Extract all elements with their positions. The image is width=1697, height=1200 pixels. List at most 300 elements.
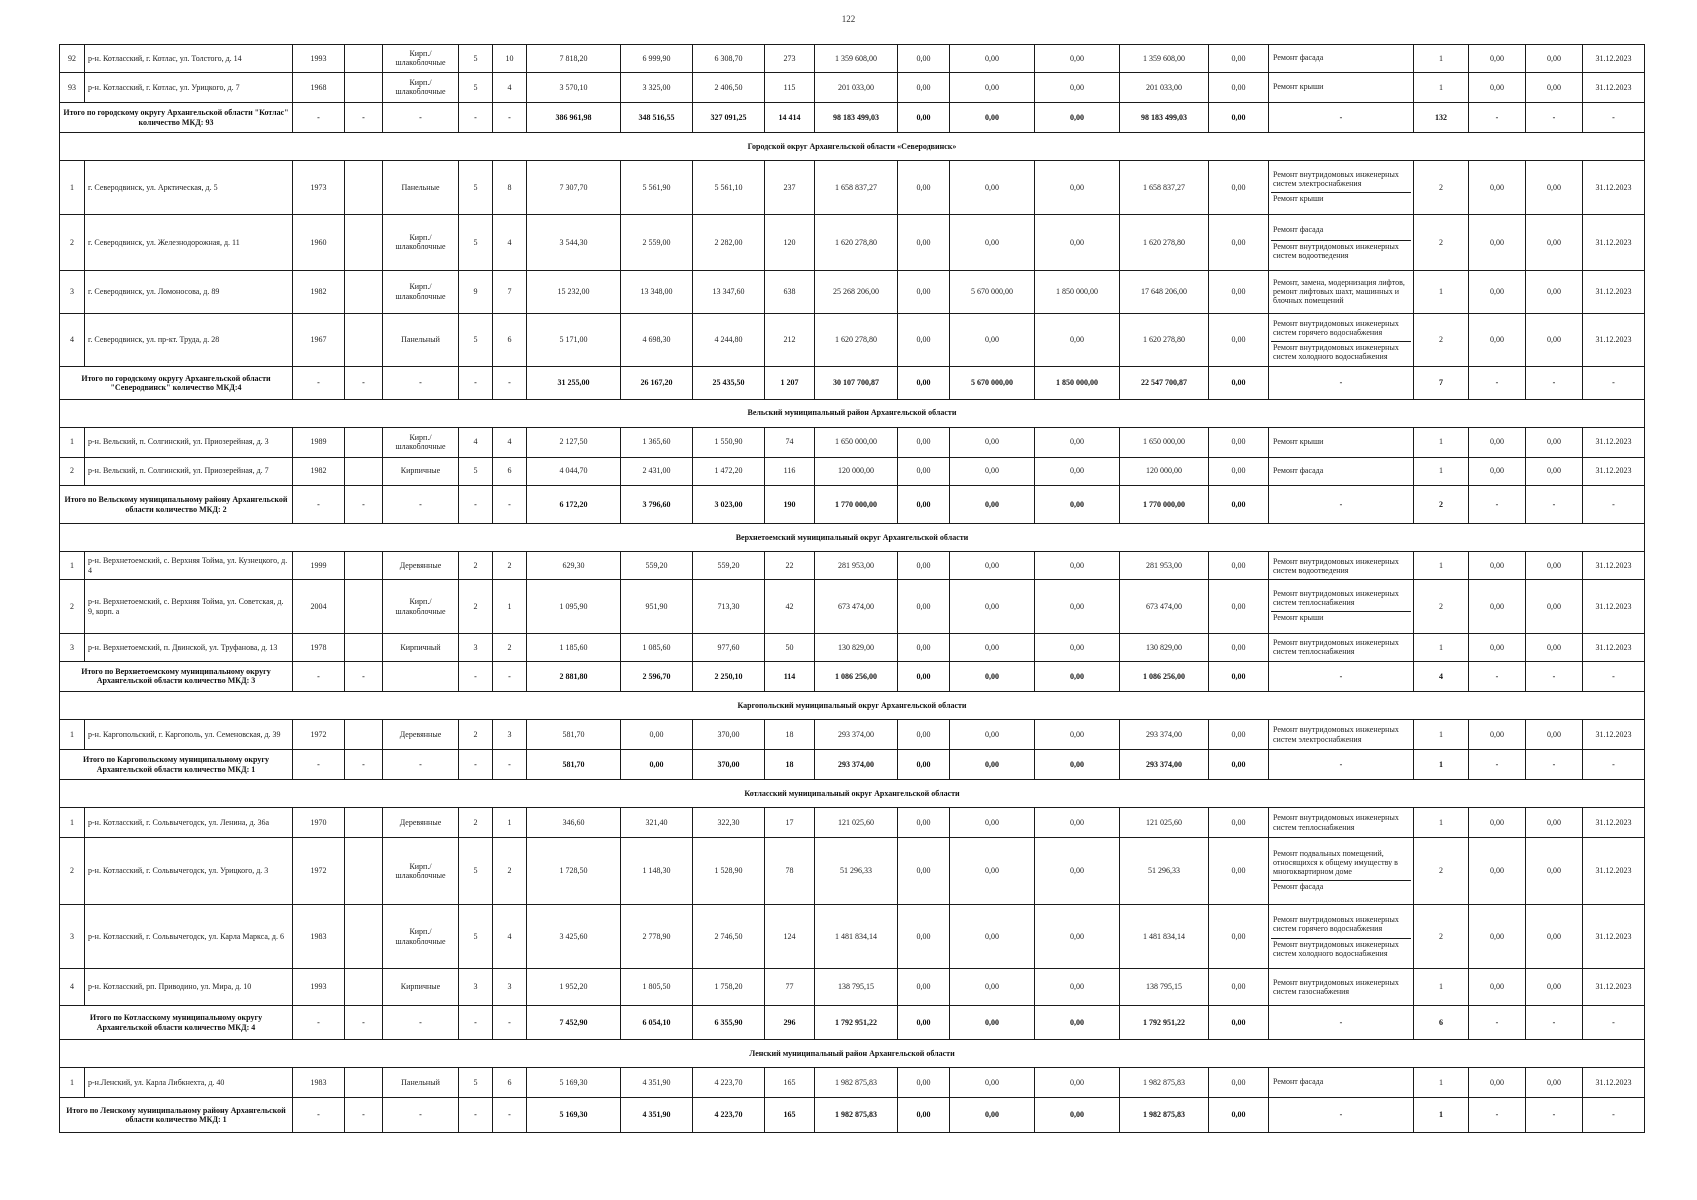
deadline-cell: 31.12.2023 — [1583, 552, 1645, 580]
total-value-cell: 0,00 — [898, 103, 950, 133]
total-row — [60, 367, 1645, 399]
total-area-cell: 5 169,30 — [527, 1068, 621, 1098]
work-type: Ремонт крыши — [1271, 611, 1411, 625]
area-cell: 322,30 — [693, 808, 765, 838]
value-cell: 0,00 — [1469, 552, 1526, 580]
total-dash-cell: - — [383, 367, 459, 399]
deadline-cell: 31.12.2023 — [1583, 313, 1645, 367]
total-dash-cell: - — [459, 485, 493, 524]
table-row — [60, 457, 1645, 485]
year-cell: 1983 — [293, 1068, 345, 1098]
address-cell: г. Северодвинск, ул. Арктическая, д. 5 — [85, 161, 293, 215]
total-value-cell: 25 435,50 — [693, 367, 765, 399]
residents-cell: 78 — [765, 838, 815, 905]
total-value-cell: 0,00 — [1035, 661, 1120, 691]
cost-cell: 281 953,00 — [815, 552, 898, 580]
section-header-row — [60, 692, 1645, 720]
wall-material-cell: Кирпичные — [383, 969, 459, 1006]
value-cell: 0,00 — [1526, 270, 1583, 313]
funding-cell: 0,00 — [1209, 270, 1269, 313]
cost-cell: 1 658 837,27 — [815, 161, 898, 215]
total-dash-cell: - — [459, 661, 493, 691]
entrances-cell: 2 — [493, 838, 527, 905]
works-cell — [1269, 270, 1414, 313]
total-dash-cell: - — [1526, 1005, 1583, 1039]
year-cell: 1982 — [293, 270, 345, 313]
cost-cell: 130 829,00 — [815, 634, 898, 662]
section-header-row — [60, 133, 1645, 161]
row-number: 1 — [60, 161, 85, 215]
total-dash-cell: - — [1583, 661, 1645, 691]
work-type: Ремонт внутридомовых инженерных систем электроснабжения — [1273, 169, 1399, 188]
total-dash-cell: - — [1469, 661, 1526, 691]
works-cell — [1269, 552, 1414, 580]
total-area-cell: 2 127,50 — [527, 427, 621, 457]
residents-cell: 74 — [765, 427, 815, 457]
area-cell: 977,60 — [693, 634, 765, 662]
total-value-cell: 2 250,10 — [693, 661, 765, 691]
funding-cell: 0,00 — [1035, 634, 1120, 662]
funding-cell: 293 374,00 — [1120, 719, 1209, 749]
funding-cell: 1 620 278,80 — [1120, 214, 1209, 270]
total-value-cell: 370,00 — [693, 750, 765, 780]
total-value-cell: 190 — [765, 485, 815, 524]
total-work-count: 7 — [1414, 367, 1469, 399]
area-cell: 713,30 — [693, 580, 765, 634]
work-type: Ремонт внутридомовых инженерных систем горячего водоснабжения — [1273, 318, 1399, 337]
empty-cell — [345, 214, 383, 270]
total-value-cell: 0,00 — [898, 1005, 950, 1039]
work-count-cell: 2 — [1414, 161, 1469, 215]
total-value-cell: 386 961,98 — [527, 103, 621, 133]
work-count-cell: 1 — [1414, 1068, 1469, 1098]
value-cell: 0,00 — [1469, 580, 1526, 634]
funding-cell: 1 982 875,83 — [1120, 1068, 1209, 1098]
total-value-cell: 6 054,10 — [621, 1005, 693, 1039]
total-dash-cell: - — [493, 367, 527, 399]
total-value-cell: 0,00 — [1209, 1005, 1269, 1039]
total-area-cell: 629,30 — [527, 552, 621, 580]
floors-cell: 2 — [459, 552, 493, 580]
residents-cell: 212 — [765, 313, 815, 367]
table-row — [60, 1068, 1645, 1098]
value-cell: 0,00 — [1526, 634, 1583, 662]
wall-material-cell: Деревянные — [383, 719, 459, 749]
total-value-cell: 1 792 951,22 — [1120, 1005, 1209, 1039]
address-cell: р-н. Каргопольский, г. Каргополь, ул. Семеновская, д. 39 — [85, 719, 293, 749]
funding-cell: 1 658 837,27 — [1120, 161, 1209, 215]
section-title: Котласский муниципальный округ Архангельской области — [60, 780, 1645, 808]
work-type: Ремонт фасада — [1273, 224, 1324, 234]
table-row — [60, 719, 1645, 749]
total-value-cell: 0,00 — [1209, 750, 1269, 780]
total-work-count: 4 — [1414, 661, 1469, 691]
total-dash-cell: - — [1269, 750, 1414, 780]
total-value-cell: 0,00 — [1209, 485, 1269, 524]
work-type: Ремонт внутридомовых инженерных систем теплоснабжения — [1273, 588, 1399, 608]
total-dash-cell: - — [1469, 1005, 1526, 1039]
funding-cell: 0,00 — [1035, 838, 1120, 905]
works-cell — [1269, 969, 1414, 1006]
area-cell: 559,20 — [621, 552, 693, 580]
value-cell: 0,00 — [1526, 969, 1583, 1006]
works-cell — [1269, 719, 1414, 749]
funding-cell: 0,00 — [1035, 72, 1120, 102]
entrances-cell: 10 — [493, 45, 527, 73]
value-cell: 0,00 — [1526, 161, 1583, 215]
entrances-cell: 2 — [493, 552, 527, 580]
funding-cell: 0,00 — [950, 634, 1035, 662]
area-cell: 6 308,70 — [693, 45, 765, 73]
row-number: 1 — [60, 552, 85, 580]
wall-material-cell: Кирп./ шлакоблочные — [383, 427, 459, 457]
total-work-count: 1 — [1414, 750, 1469, 780]
funding-cell: 0,00 — [1035, 427, 1120, 457]
funding-cell: 0,00 — [898, 552, 950, 580]
funding-cell: 0,00 — [898, 969, 950, 1006]
total-value-cell: 293 374,00 — [815, 750, 898, 780]
wall-material-cell: Кирп./ шлакоблочные — [383, 904, 459, 969]
total-value-cell: 2 881,80 — [527, 661, 621, 691]
wall-material-cell: Кирп./ шлакоблочные — [383, 580, 459, 634]
area-cell: 1 085,60 — [621, 634, 693, 662]
area-cell: 1 365,60 — [621, 427, 693, 457]
funding-cell: 0,00 — [1209, 214, 1269, 270]
value-cell: 0,00 — [1469, 969, 1526, 1006]
table-row — [60, 969, 1645, 1006]
total-dash-cell: - — [345, 1005, 383, 1039]
total-dash-cell: - — [383, 1005, 459, 1039]
floors-cell: 3 — [459, 634, 493, 662]
entrances-cell: 3 — [493, 969, 527, 1006]
funding-cell: 5 670 000,00 — [950, 270, 1035, 313]
work-count-cell: 1 — [1414, 969, 1469, 1006]
deadline-cell: 31.12.2023 — [1583, 45, 1645, 73]
total-value-cell: 348 516,55 — [621, 103, 693, 133]
total-area-cell: 1 952,20 — [527, 969, 621, 1006]
work-count-cell: 2 — [1414, 214, 1469, 270]
total-dash-cell: - — [1583, 103, 1645, 133]
work-type: Ремонт крыши — [1273, 81, 1324, 91]
floors-cell: 5 — [459, 161, 493, 215]
table-row — [60, 552, 1645, 580]
table-row — [60, 808, 1645, 838]
funding-cell: 0,00 — [1035, 904, 1120, 969]
total-value-cell: 1 982 875,83 — [815, 1098, 898, 1133]
area-cell: 1 550,90 — [693, 427, 765, 457]
address-cell: г. Северодвинск, ул. пр-кт. Труда, д. 28 — [85, 313, 293, 367]
value-cell: 0,00 — [1526, 838, 1583, 905]
funding-cell: 0,00 — [950, 838, 1035, 905]
total-value-cell: 30 107 700,87 — [815, 367, 898, 399]
total-dash-cell: - — [1469, 1098, 1526, 1133]
residents-cell: 18 — [765, 719, 815, 749]
total-value-cell: 1 086 256,00 — [815, 661, 898, 691]
row-number: 92 — [60, 45, 85, 73]
total-value-cell: 0,00 — [950, 1005, 1035, 1039]
row-number: 1 — [60, 427, 85, 457]
total-dash-cell: - — [1526, 661, 1583, 691]
total-area-cell: 3 570,10 — [527, 72, 621, 102]
floors-cell: 3 — [459, 969, 493, 1006]
funding-cell: 0,00 — [898, 45, 950, 73]
funding-cell: 0,00 — [1035, 580, 1120, 634]
total-dash-cell: - — [459, 1005, 493, 1039]
total-dash-cell: - — [1526, 485, 1583, 524]
funding-cell: 0,00 — [1035, 552, 1120, 580]
deadline-cell: 31.12.2023 — [1583, 214, 1645, 270]
work-count-cell: 1 — [1414, 552, 1469, 580]
year-cell: 1993 — [293, 45, 345, 73]
funding-cell: 0,00 — [898, 904, 950, 969]
total-dash-cell: - — [493, 1098, 527, 1133]
works-cell — [1269, 580, 1414, 634]
funding-cell: 0,00 — [1209, 313, 1269, 367]
entrances-cell: 4 — [493, 904, 527, 969]
funding-cell: 0,00 — [1035, 808, 1120, 838]
residents-cell: 165 — [765, 1068, 815, 1098]
row-number: 2 — [60, 457, 85, 485]
funding-cell: 0,00 — [1209, 457, 1269, 485]
cost-cell: 51 296,33 — [815, 838, 898, 905]
total-value-cell: 0,00 — [898, 661, 950, 691]
total-label: Итого по Каргопольскому муниципальному округу Архангельской области количество МКД: 1 — [60, 750, 293, 780]
residents-cell: 22 — [765, 552, 815, 580]
funding-cell: 0,00 — [1035, 1068, 1120, 1098]
funding-cell: 0,00 — [950, 969, 1035, 1006]
value-cell: 0,00 — [1526, 552, 1583, 580]
total-value-cell: 1 850 000,00 — [1035, 367, 1120, 399]
total-value-cell: 0,00 — [1209, 661, 1269, 691]
total-dash-cell: - — [293, 661, 345, 691]
empty-cell — [345, 1068, 383, 1098]
total-dash-cell: - — [459, 367, 493, 399]
total-row — [60, 1005, 1645, 1039]
address-cell: р-н. Вельский, п. Солгинский, ул. Приозерейная, д. 7 — [85, 457, 293, 485]
funding-cell: 0,00 — [950, 552, 1035, 580]
work-type: Ремонт внутридомовых инженерных систем водоотведения — [1271, 240, 1411, 261]
empty-cell — [345, 270, 383, 313]
work-type: Ремонт внутридомовых инженерных систем холодного водоснабжения — [1271, 341, 1411, 362]
area-cell: 2 559,00 — [621, 214, 693, 270]
total-value-cell: 1 086 256,00 — [1120, 661, 1209, 691]
entrances-cell: 6 — [493, 1068, 527, 1098]
total-row — [60, 750, 1645, 780]
empty-cell — [345, 808, 383, 838]
funding-cell: 0,00 — [1209, 552, 1269, 580]
section-header-row — [60, 1040, 1645, 1068]
address-cell: г. Северодвинск, ул. Ломоносова, д. 89 — [85, 270, 293, 313]
work-count-cell: 1 — [1414, 45, 1469, 73]
work-count-cell: 1 — [1414, 72, 1469, 102]
deadline-cell: 31.12.2023 — [1583, 72, 1645, 102]
year-cell: 1989 — [293, 427, 345, 457]
page-number: 122 — [841, 14, 856, 24]
year-cell: 1970 — [293, 808, 345, 838]
table-row — [60, 270, 1645, 313]
funding-cell: 0,00 — [1209, 427, 1269, 457]
total-value-cell: 1 770 000,00 — [1120, 485, 1209, 524]
empty-cell — [345, 552, 383, 580]
wall-material-cell: Панельный — [383, 313, 459, 367]
wall-material-cell: Кирп./ шлакоблочные — [383, 838, 459, 905]
total-dash-cell: - — [1526, 367, 1583, 399]
area-cell: 1 758,20 — [693, 969, 765, 1006]
total-dash-cell: - — [1526, 103, 1583, 133]
total-dash-cell: - — [493, 1005, 527, 1039]
area-cell: 2 282,00 — [693, 214, 765, 270]
total-dash-cell: - — [383, 1098, 459, 1133]
cost-cell: 293 374,00 — [815, 719, 898, 749]
total-dash-cell: - — [345, 485, 383, 524]
work-type: Ремонт внутридомовых инженерных систем горячего водоснабжения — [1273, 915, 1399, 934]
total-area-cell: 5 171,00 — [527, 313, 621, 367]
total-value-cell: 3 023,00 — [693, 485, 765, 524]
wall-material-cell: Кирп./ шлакоблочные — [383, 72, 459, 102]
funding-cell: 121 025,60 — [1120, 808, 1209, 838]
funding-cell: 130 829,00 — [1120, 634, 1209, 662]
total-value-cell: 6 355,90 — [693, 1005, 765, 1039]
works-cell — [1269, 634, 1414, 662]
area-cell: 1 148,30 — [621, 838, 693, 905]
value-cell: 0,00 — [1526, 214, 1583, 270]
total-value-cell: 0,00 — [898, 367, 950, 399]
address-cell: г. Северодвинск, ул. Железнодорожная, д. 11 — [85, 214, 293, 270]
area-cell: 1 472,20 — [693, 457, 765, 485]
total-dash-cell: - — [1469, 750, 1526, 780]
total-value-cell: 4 351,90 — [621, 1098, 693, 1133]
area-cell: 5 561,90 — [621, 161, 693, 215]
funding-cell: 0,00 — [1209, 72, 1269, 102]
area-cell: 559,20 — [693, 552, 765, 580]
year-cell: 1999 — [293, 552, 345, 580]
total-value-cell: 31 255,00 — [527, 367, 621, 399]
row-number: 4 — [60, 313, 85, 367]
total-value-cell: 165 — [765, 1098, 815, 1133]
total-value-cell: 0,00 — [950, 485, 1035, 524]
total-value-cell: 0,00 — [621, 750, 693, 780]
funding-cell: 0,00 — [1209, 904, 1269, 969]
works-cell — [1269, 457, 1414, 485]
total-value-cell: 14 414 — [765, 103, 815, 133]
total-value-cell: 1 207 — [765, 367, 815, 399]
total-label: Итого по городскому округу Архангельской области "Северодвинск" количество МКД:4 — [60, 367, 293, 399]
wall-material-cell: Кирп./ шлакоблочные — [383, 270, 459, 313]
address-cell: р-н. Верхнетоемский, с. Верхняя Тойма, ул. Советская, д. 9, корп. а — [85, 580, 293, 634]
total-row — [60, 103, 1645, 133]
row-number: 3 — [60, 634, 85, 662]
area-cell: 3 325,00 — [621, 72, 693, 102]
total-dash-cell: - — [1269, 103, 1414, 133]
address-cell: р-н. Верхнетоемский, п. Двинской, ул. Труфанова, д. 13 — [85, 634, 293, 662]
funding-cell: 0,00 — [950, 808, 1035, 838]
floors-cell: 2 — [459, 719, 493, 749]
area-cell: 2 746,50 — [693, 904, 765, 969]
deadline-cell: 31.12.2023 — [1583, 634, 1645, 662]
funding-cell: 0,00 — [1209, 969, 1269, 1006]
floors-cell: 5 — [459, 214, 493, 270]
residents-cell: 115 — [765, 72, 815, 102]
total-dash-cell: - — [459, 103, 493, 133]
wall-material-cell: Панельный — [383, 1068, 459, 1098]
entrances-cell: 3 — [493, 719, 527, 749]
address-cell: р-н.Ленский, ул. Карла Либкнехта, д. 40 — [85, 1068, 293, 1098]
area-cell: 2 778,90 — [621, 904, 693, 969]
cost-cell: 201 033,00 — [815, 72, 898, 102]
total-value-cell: 293 374,00 — [1120, 750, 1209, 780]
total-value-cell: 0,00 — [1035, 1005, 1120, 1039]
total-work-count: 2 — [1414, 485, 1469, 524]
total-row — [60, 661, 1645, 691]
table-row — [60, 427, 1645, 457]
total-row — [60, 485, 1645, 524]
total-value-cell: 0,00 — [950, 103, 1035, 133]
empty-cell — [345, 580, 383, 634]
table-row — [60, 72, 1645, 102]
total-value-cell: 98 183 499,03 — [1120, 103, 1209, 133]
address-cell: р-н. Котласский, г. Сольвычегодск, ул. Ленина, д. 36а — [85, 808, 293, 838]
funding-cell: 0,00 — [898, 580, 950, 634]
row-number: 1 — [60, 719, 85, 749]
wall-material-cell: Кирп./ шлакоблочные — [383, 45, 459, 73]
total-value-cell: 1 792 951,22 — [815, 1005, 898, 1039]
total-dash-cell: - — [1583, 750, 1645, 780]
total-value-cell: 5 169,30 — [527, 1098, 621, 1133]
deadline-cell: 31.12.2023 — [1583, 270, 1645, 313]
total-dash-cell: - — [1269, 1005, 1414, 1039]
address-cell: р-н. Котласский, рп. Приводино, ул. Мира, д. 10 — [85, 969, 293, 1006]
total-value-cell: 26 167,20 — [621, 367, 693, 399]
total-value-cell: 18 — [765, 750, 815, 780]
total-area-cell: 7 307,70 — [527, 161, 621, 215]
funding-cell: 0,00 — [898, 214, 950, 270]
value-cell: 0,00 — [1469, 808, 1526, 838]
area-cell: 4 223,70 — [693, 1068, 765, 1098]
funding-cell: 0,00 — [1209, 838, 1269, 905]
cost-cell: 121 025,60 — [815, 808, 898, 838]
residents-cell: 638 — [765, 270, 815, 313]
funding-cell: 0,00 — [950, 904, 1035, 969]
area-cell: 321,40 — [621, 808, 693, 838]
funding-cell: 1 850 000,00 — [1035, 270, 1120, 313]
value-cell: 0,00 — [1526, 457, 1583, 485]
funding-cell: 0,00 — [1035, 214, 1120, 270]
floors-cell: 5 — [459, 904, 493, 969]
deadline-cell: 31.12.2023 — [1583, 838, 1645, 905]
total-value-cell: 327 091,25 — [693, 103, 765, 133]
funding-cell: 0,00 — [1035, 969, 1120, 1006]
row-number: 1 — [60, 808, 85, 838]
work-type: Ремонт фасада — [1273, 465, 1324, 475]
section-title: Городской округ Архангельской области «Северодвинск» — [60, 133, 1645, 161]
total-value-cell: 1 770 000,00 — [815, 485, 898, 524]
year-cell: 1983 — [293, 904, 345, 969]
cost-cell: 120 000,00 — [815, 457, 898, 485]
total-dash-cell: - — [345, 661, 383, 691]
repair-program-table — [59, 44, 1645, 1133]
funding-cell: 0,00 — [950, 161, 1035, 215]
total-value-cell: 0,00 — [1035, 103, 1120, 133]
total-work-count: 132 — [1414, 103, 1469, 133]
funding-cell: 0,00 — [1209, 1068, 1269, 1098]
total-value-cell: 0,00 — [1035, 750, 1120, 780]
residents-cell: 120 — [765, 214, 815, 270]
funding-cell: 0,00 — [950, 580, 1035, 634]
funding-cell: 17 648 206,00 — [1120, 270, 1209, 313]
table-body — [60, 45, 1645, 1133]
area-cell: 5 561,10 — [693, 161, 765, 215]
work-count-cell: 1 — [1414, 427, 1469, 457]
